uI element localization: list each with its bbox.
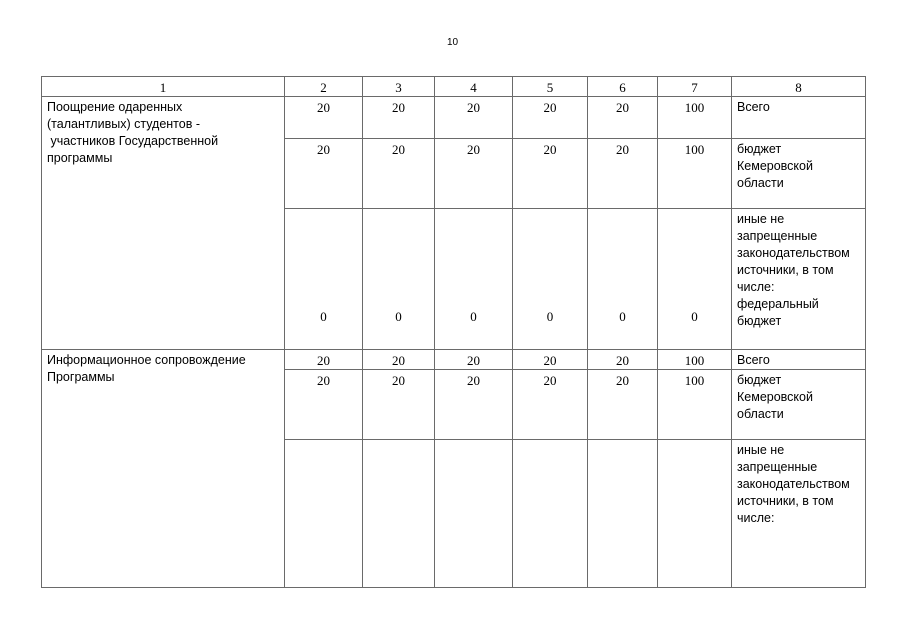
value-cell: 20 [513, 350, 588, 370]
value-cell: 20 [588, 350, 658, 370]
value-cell: 20 [513, 97, 588, 139]
header-cell: 7 [658, 77, 732, 97]
activity-name-line: (талантливых) студентов - [47, 117, 200, 131]
funding-source-cell [732, 370, 866, 440]
value-cell: 20 [363, 350, 435, 370]
source-line: Кемеровской [737, 390, 813, 404]
activity-name-line: участников Государственной [47, 134, 219, 148]
value-cell: 0 [435, 209, 513, 350]
page-number: 10 [446, 37, 459, 48]
header-cell: 6 [588, 77, 658, 97]
header-cell: 1 [42, 77, 285, 97]
value-cell: 20 [435, 370, 513, 440]
source-line: Всего [737, 353, 770, 367]
source-line: области [737, 176, 784, 190]
source-line: законодательством [737, 477, 850, 491]
funding-source-cell [732, 139, 866, 209]
value-cell [363, 440, 435, 588]
source-line: бюджет [737, 314, 782, 328]
value-cell: 100 [658, 97, 732, 139]
header-cell: 5 [513, 77, 588, 97]
activity-name-cell [42, 350, 285, 588]
source-line: иные не [737, 212, 785, 226]
value-cell: 20 [285, 97, 363, 139]
value-cell [435, 440, 513, 588]
source-line: бюджет [737, 373, 782, 387]
value-cell [285, 440, 363, 588]
source-line: числе: [737, 511, 775, 525]
source-line: бюджет [737, 142, 782, 156]
funding-source-cell [732, 209, 866, 350]
value-cell [513, 440, 588, 588]
value-cell [658, 440, 732, 588]
value-cell: 0 [285, 209, 363, 350]
value-cell: 20 [435, 350, 513, 370]
source-line: источники, в том [737, 263, 834, 277]
header-cell: 4 [435, 77, 513, 97]
table-row [42, 350, 866, 370]
header-cell: 3 [363, 77, 435, 97]
value-cell: 0 [658, 209, 732, 350]
source-line: области [737, 407, 784, 421]
value-cell: 0 [588, 209, 658, 350]
value-cell: 20 [285, 350, 363, 370]
header-row [42, 77, 866, 97]
source-line: иные не [737, 443, 785, 457]
source-line: Кемеровской [737, 159, 813, 173]
value-cell: 20 [513, 139, 588, 209]
value-cell: 20 [588, 97, 658, 139]
activity-name-line: программы [47, 151, 113, 165]
value-cell: 0 [363, 209, 435, 350]
value-cell: 0 [513, 209, 588, 350]
value-cell: 20 [513, 370, 588, 440]
activity-name-cell [42, 97, 285, 350]
source-line: источники, в том [737, 494, 834, 508]
value-cell: 20 [363, 139, 435, 209]
value-cell [588, 440, 658, 588]
funding-source-cell [732, 97, 866, 139]
activity-name-line: Программы [47, 370, 115, 384]
value-cell: 20 [588, 139, 658, 209]
header-cell: 8 [732, 77, 866, 97]
funding-source-cell [732, 440, 866, 588]
value-cell: 20 [363, 97, 435, 139]
value-cell: 20 [435, 139, 513, 209]
value-cell: 20 [588, 370, 658, 440]
funding-source-cell [732, 350, 866, 370]
funding-table [41, 76, 866, 588]
table-row [42, 97, 866, 139]
source-line: числе: [737, 280, 775, 294]
value-cell: 100 [658, 370, 732, 440]
header-cell: 2 [285, 77, 363, 97]
value-cell: 20 [285, 370, 363, 440]
value-cell: 100 [658, 350, 732, 370]
value-cell: 20 [285, 139, 363, 209]
source-line: Всего [737, 100, 770, 114]
activity-name-line: Информационное сопровождение [47, 353, 246, 367]
value-cell: 20 [363, 370, 435, 440]
source-line: федеральный [737, 297, 819, 311]
source-line: запрещенные [737, 229, 818, 243]
value-cell: 20 [435, 97, 513, 139]
source-line: законодательством [737, 246, 850, 260]
activity-name-line: Поощрение одаренных [47, 100, 183, 114]
value-cell: 100 [658, 139, 732, 209]
source-line: запрещенные [737, 460, 818, 474]
